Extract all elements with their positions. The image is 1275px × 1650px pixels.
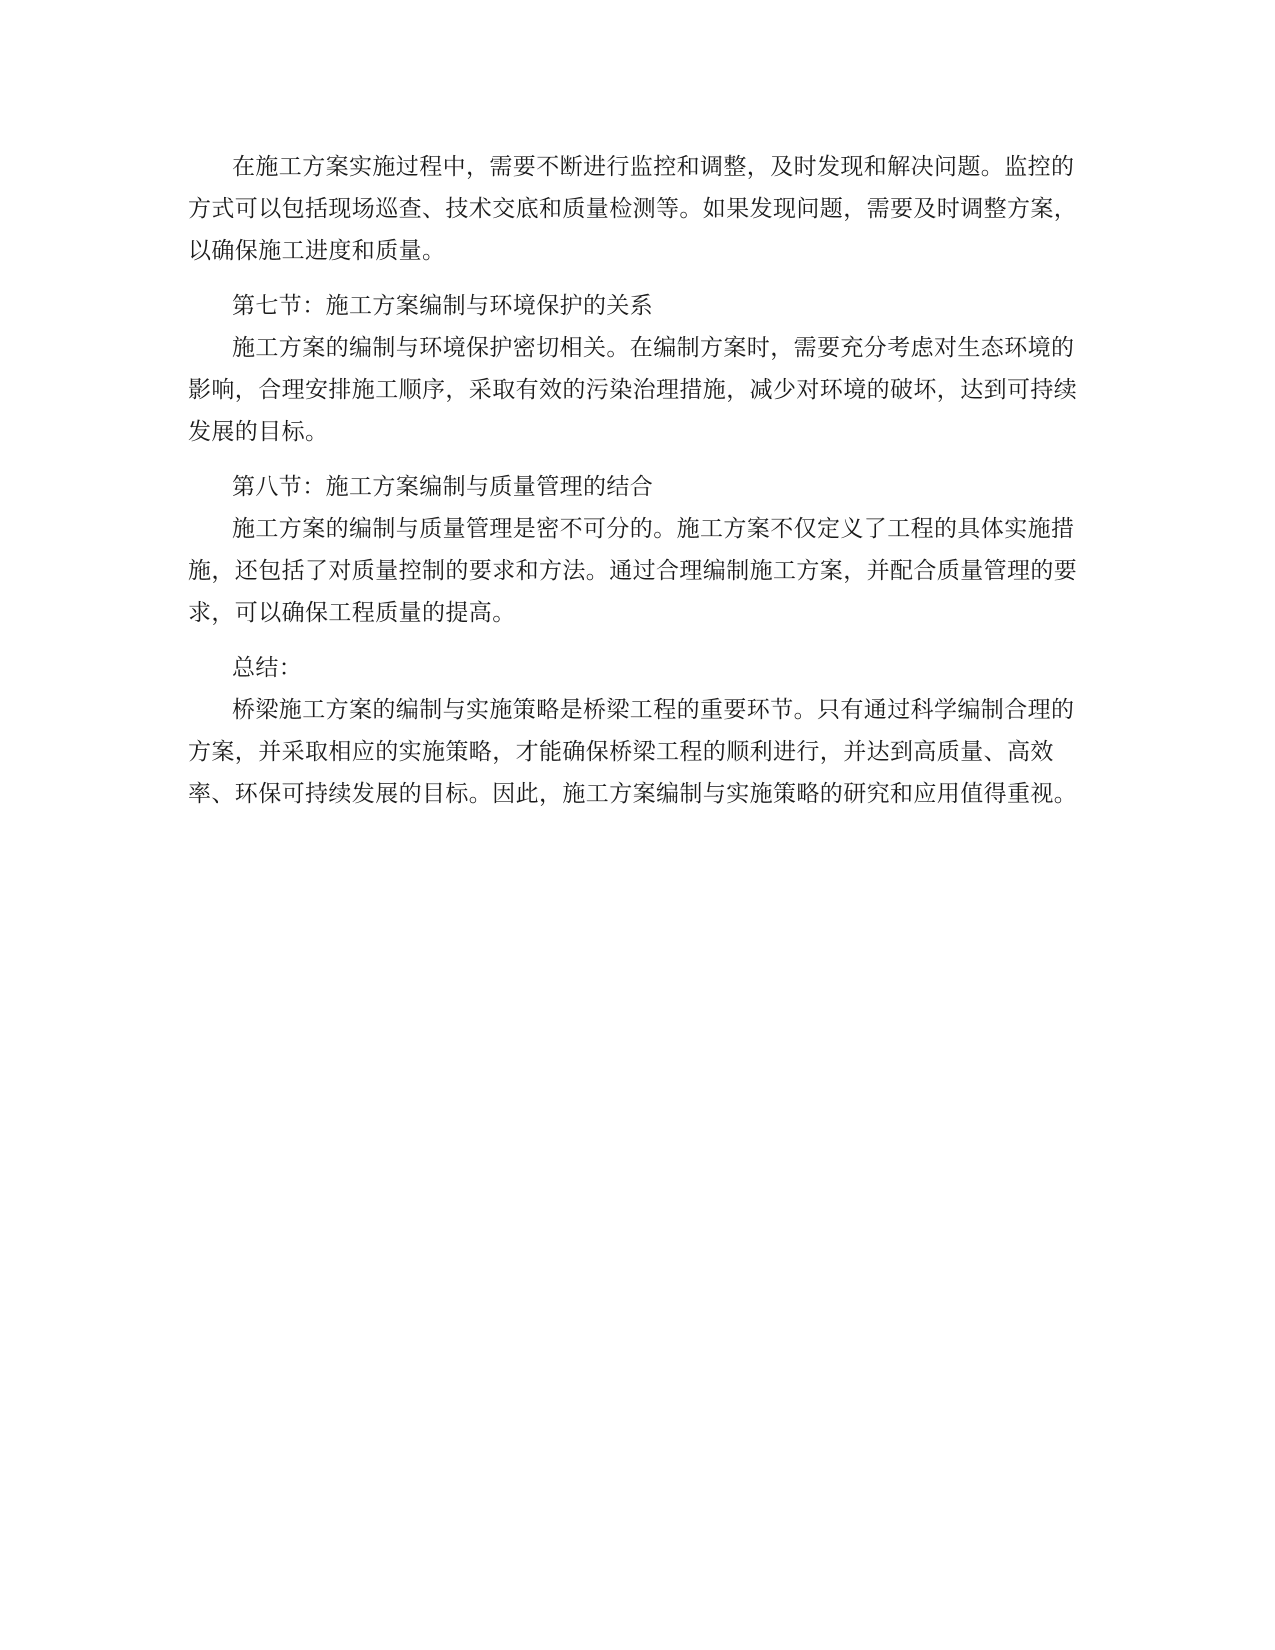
paragraph-quality: 施工方案的编制与质量管理是密不可分的。施工方案不仅定义了工程的具体实施措施，还包括了对质量控制的要求和方法。通过合理编制施工方案，并配合质量管理的要求，可以确保工程质量的提高。 (188, 516, 1078, 626)
paragraph-environment: 施工方案的编制与环境保护密切相关。在编制方案时，需要充分考虑对生态环境的影响，合理安排施工顺序，采取有效的污染治理措施，减少对环境的破坏，达到可持续发展的目标。 (188, 335, 1078, 445)
paragraph-summary: 桥梁施工方案的编制与实施策略是桥梁工程的重要环节。只有通过科学编制合理的方案，并采取相应的实施策略，才能确保桥梁工程的顺利进行，并达到高质量、高效率、环保可持续发展的目标。因此，施工方案编制与实施策略的研究和应用值得重视。 (188, 697, 1078, 807)
document-body (188, 146, 1088, 815)
section-heading-8: 第八节：施工方案编制与质量管理的结合 (232, 474, 654, 500)
section-heading-7: 第七节：施工方案编制与环境保护的关系 (232, 293, 654, 319)
summary-heading: 总结： (232, 655, 303, 681)
paragraph-monitoring: 在施工方案实施过程中，需要不断进行监控和调整，及时发现和解决问题。监控的方式可以包括现场巡查、技术交底和质量检测等。如果发现问题，需要及时调整方案，以确保施工进度和质量。 (188, 154, 1078, 264)
